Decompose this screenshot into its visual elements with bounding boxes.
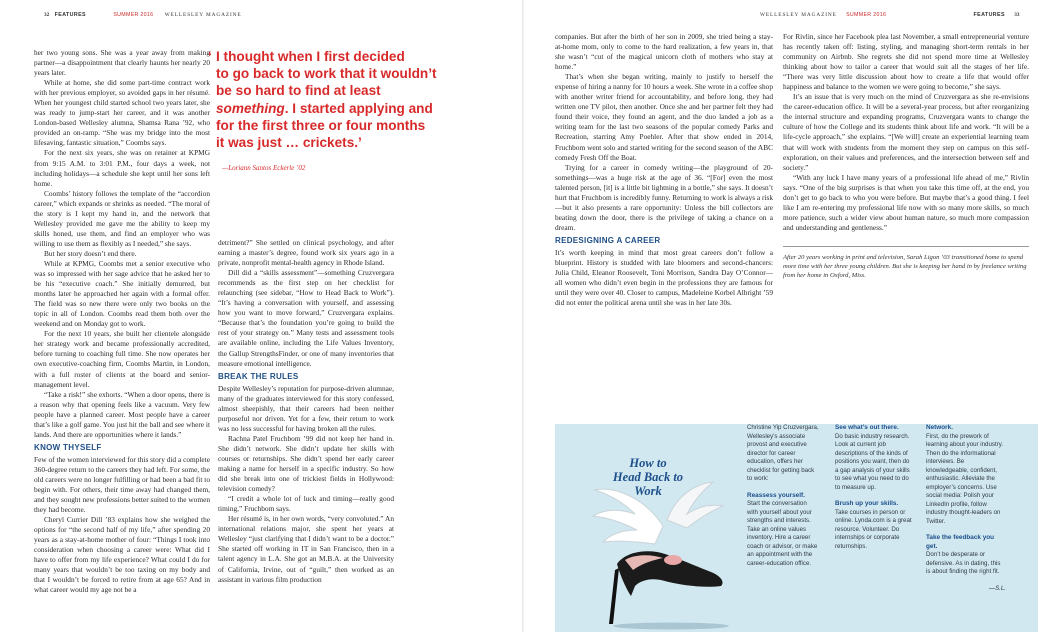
sidebar-item-4-head: Network. (926, 424, 953, 431)
right-section-label: FEATURES (973, 12, 1005, 18)
sidebar-item-2-body: Do basic industry research. Look at current job descriptions of the kinds of positions you want, then do a gap analysis of your skills to see what you need to do to measure up. (835, 432, 910, 491)
sidebar-item-5-body: Don’t be desperate or defensive. As in dating, this is about finding the right fit. (926, 551, 1001, 575)
pull-quote-line-rest: . I started applying and (284, 100, 433, 116)
pull-quote-line: I thought when I first decided (216, 49, 405, 64)
pull-quote-line: for the first three or four months (216, 117, 426, 133)
paragraph: For the next 10 years, she built her clientele alongside her strategy work and became professionally accredited, before turning to coaching full time. She now operates her own executive-coaching firm, Coombs Martin, in London, with a full roster of clients at the board and senior-management level. (34, 329, 210, 389)
paragraph: Coombs’ history follows the template of the “accordion career,” which expands or shrinks as needed. “The moral of the story is I kept my hand in, and the network that Wellesley provided me gave me the ability to keep my skills honed, use them, and find an employer who was willing to use them as flexibly as I needed,” she says. (34, 188, 210, 248)
sidebar-item-5-head: Take the feedback you get. (926, 534, 995, 550)
paragraph: Cheryl Currier Dill ’83 explains how she weighed the options for “the second half of my life,” after spending 20 years as a stay-at-home mother of four: “Things I took into consideration when choosing a career were: What did I have to offer from my life experience? What could I do for many years that wouldn’t be too taxing on my body and that I wouldn’t be forced to retire from at age 65? And in what career would my age not be a (34, 515, 210, 595)
paragraph: That’s when she began writing, mainly to justify to herself the expense of hiring a nanny for 10 hours a week. She wrote in a coffee shop with another writer friend for accountability, and before long, they had written one TV pilot, then another. Once she and her partner felt they had found their voice, they found an agent, and the duo landed a job as a writing team for the last two seasons of the popular comedy Parks and Recreation, starring Amy Poehler. After that show ended in 2014, Fruchbom went solo and started writing for the second season of the ABC comedy Fresh Off the Boat. (555, 72, 773, 162)
article-column-2 (218, 238, 394, 585)
pull-quote-line-italic (216, 100, 511, 117)
left-magazine-name: WELLESLEY MAGAZINE (164, 12, 242, 18)
left-page-number: 32 (44, 12, 50, 18)
winged-high-heel-illustration (555, 468, 745, 632)
right-issue-date: SUMMER 2016 (846, 12, 887, 18)
sidebar-column-2 (835, 424, 913, 551)
left-section-label: FEATURES (54, 12, 86, 18)
paragraph: Her résumé is, in her own words, “very convoluted.” An international relations major, she spent her years at Wellesley “just clarifying that I didn’t want to be a doctor.” She started off working in IT in San Francisco, then in a talent agency in L.A. She got an M.B.A. at the University of California, Irvine, out of “guilt,” then worked as an assistant in various film production (218, 514, 394, 584)
pull-quote-attribution: —Loriann Santos Eckerle ’02 (222, 164, 306, 172)
sidebar-how-to-head-back-to-work (555, 424, 1038, 632)
pull-quote-line: it was just … crickets.’ (216, 135, 362, 151)
right-magazine-name: WELLESLEY MAGAZINE (760, 12, 837, 18)
sidebar-item-1-body: Start the conversation with yourself about your strengths and interests. Take an online values inventory. Hire a career coach or advisor, or make an appointment with the career-education office. (747, 500, 818, 567)
paragraph: Despite Wellesley’s reputation for purpose-driven alumnae, many of the graduates interviewed for this story confessed, almost sheepishly, that their careers had been neither purposeful nor driven. Yet for a few, their return to work was no less successful for having broken all the rules. (218, 383, 394, 433)
sidebar-item-4-body: First, do the prework of learning about your industry. Then do the informational interviews. Be knowledgeable, confident, enthusiastic. Alleviate the employer’s concerns. Use social media: Polish your LinkedIn profile, follow industry thought-leaders on Twitter. (926, 432, 1004, 525)
sidebar-title-line-1: How to (629, 456, 667, 470)
sidebar-item-1-head: Reassess yourself. (747, 491, 805, 499)
paragraph: “Take a risk!” she exhorts. “When a door opens, there is a reason why that opening feels like a vacuum. Very few people have a planned career. Most people have a career that’s like a golf game. You just hit the ball and see where it lands. And there are opportunities where it lands.” (34, 389, 210, 439)
article-column-1 (34, 48, 210, 596)
paragraph: It’s an issue that is very much on the mind of Cruzvergara as she re-envisions the career-education office. It will be a several-year process, but after reorganizing the internal structure and expanding programs, Cruzvergara wants to change the culture of how the College and its students think about life and work. “It will be a life-cycle approach,” she explains. “[We will] create an experiential learning team that will work with students from the moment they step on campus on this self-exploration, on their values and preferences, and the intersection between self and society.” (783, 92, 1029, 172)
paragraph: But her story doesn’t end there. (44, 248, 137, 258)
paragraph: companies. But after the birth of her son in 2009, she tried being a stay-at-home mom, only to come to the hard realization, a few years in, that she wasn’t “cut of the magical unicorn cloth of mothers who stay at home.” (555, 32, 773, 72)
section-heading-redesigning-a-career: REDESIGNING A CAREER (555, 235, 661, 245)
sidebar-column-3 (926, 424, 1006, 593)
right-page-header (760, 9, 1024, 21)
article-column-3 (555, 32, 773, 308)
paragraph: “With any luck I have many years of a professional life ahead of me,” Rivlin says. “One of the big surprises is that when you take this time off, at the end, you don’t get to go back to who you were before. But maybe that’s a good thing. I feel like I am re-entering my professional life now with so many more skills, so much more patience, such a wider view about human nature, so much more compassion and understanding and gentleness.” (783, 172, 1029, 232)
paragraph: While at KPMG, Coombs met a senior executive who was so impressed with her sage advice that he asked her to be his “executive coach.” She initially demurred, but months later he approached her again with a formal offer. The field was so new there were only two books on the topic in all of London. Coombs read them both over the weekend and on Monday got to work. (34, 258, 210, 329)
pull-quote (208, 48, 511, 151)
left-page-header (44, 9, 242, 21)
left-issue-date: SUMMER 2016 (113, 12, 154, 18)
paragraph: her two young sons. She was a year away from making partner—a disappointment that clearly haunts her nearly 20 years later. (34, 48, 210, 78)
article-column-4 (783, 32, 1029, 233)
sidebar-signature: —S.L. (988, 584, 1006, 592)
photo-caption: After 20 years working in print and television, Sarah Ligon ’03 transitioned home to spend more time with her three young children. But she is keeping her hand in by freelance writing from her home in Oxford, Miss. (783, 246, 1029, 280)
pull-quote-open-mark: ‘ (208, 49, 212, 64)
page-gutter (522, 0, 524, 632)
paragraph: Few of the women interviewed for this story did a complete 360-degree return to the careers they had left. For some, the old careers were no longer fulfilling or had been a bad fit to begin with. For others, their time away had changed them, and they sought new professions better suited to the women they had become. (34, 454, 210, 515)
sidebar-title-line-2: Head Back to Work (612, 470, 684, 498)
pull-quote-line: to go back to work that it wouldn’t (216, 66, 437, 82)
section-heading-know-thyself: KNOW THYSELF (34, 442, 102, 452)
pull-quote-line: be so hard to find at least (216, 83, 381, 99)
paragraph: For the next six years, she was on retainer at KPMG from 9:15 A.M. to 3:01 P.M., four days a week, not including holidays—a schedule she kept until her sons left home. (34, 148, 210, 188)
paragraph: “I credit a whole lot of luck and timing—really good timing,” Fruchbom says. (218, 494, 394, 514)
paragraph: Rachna Patel Fruchbom ’99 did not keep her hand in. She didn’t network. She didn’t update her skills with courses or returnships. She didn’t spend her early career making a name for herself in a specific industry. So how did she break into one of trickiest fields in Hollywood: television comedy? (218, 433, 394, 494)
paragraph: It’s worth keeping in mind that most great careers don’t follow a blueprint. History is studded with late bloomers and second-chancers: Julia Child, Eleanor Roosevelt, Toni Morrison, Sandra Day O’Connor—all women who didn’t even begin in the professions they are famous for until they were over 40. Closer to campus, Madeleine Korbel Albright ’59 did not enter the political arena until she was in her late 30s. (555, 247, 773, 308)
sidebar-column-1 (747, 424, 819, 568)
paragraph: Trying for a career in comedy writing—the playground of 20-somethings—was a huge risk at the age of 36. “[For] even the most talented person, [it] is a little bit lightning in a bottle,” she says. It doesn’t hurt that Fruchbom is incredibly funny. Returning to work is always a risk—but it also presents a rare opportunity: Unless the bill collectors are beating down the door, there is the privilege of taking a chance on a dream. (555, 162, 773, 232)
sidebar-item-3-body: Take courses in person or online. Lynda.com is a great resource. Volunteer. Do internships or corporate returnships. (835, 508, 912, 550)
paragraph: Dill did a “skills assessment”—something Cruzvergara recommends as the first step on her checklist for relaunching (see sidebar, “How to Head Back to Work”). “It’s having a conversation with yourself, and assessing how you want to move forward,” Cruzvergara explains. “Because that’s the foundation you’re going to build the rest of your strategy on.” Many tests and assessment tools are available online, including the Life Values Inventory, the Gallup StrengthsFinder, or one of many inventories that measure emotional intelligence. (218, 268, 394, 368)
paragraph: detriment?” She settled on clinical psychology, and after earning a master’s degree, found work six years ago in a private, nonprofit mental-health agency in Rhode Island. (218, 238, 394, 268)
paragraph: For Rivlin, since her Facebook plea last November, a small entrepreneurial venture has recently taken off: listing, styling, and managing short-term rentals in her community on Airbnb. She regrets she did not spend more time at Wellesley thinking about how to tailor a career that would suit all the stages of her life. “There was very little discussion about how to create a life that would offer happiness and balance to the women we were going to become,” she says. (783, 32, 1029, 92)
sidebar-item-3-head: Brush up your skills. (835, 500, 899, 507)
sidebar-item-2-head: See what’s out there. (835, 424, 899, 431)
pull-quote-italic-word: something (216, 100, 285, 116)
section-heading-break-the-rules: BREAK THE RULES (218, 371, 299, 381)
sidebar-intro: Christine Yip Cruzvergara, Wellesley’s associate provost and executive director for career education, offers her checklist for getting back to work: (747, 424, 819, 482)
right-page-number: 33 (1014, 12, 1020, 18)
paragraph: While at home, she did some part-time contract work with her previous employer, so avoided gaps in her résumé. When her youngest child started school two years later, she was ready to jump-start her career, and it was another London-based Wellesley alumna, Shamsa Rana ’92, who provided an on-ramp. “She was my bridge into the most lifesaving, fantastic situation,” Coombs says. (34, 78, 210, 148)
